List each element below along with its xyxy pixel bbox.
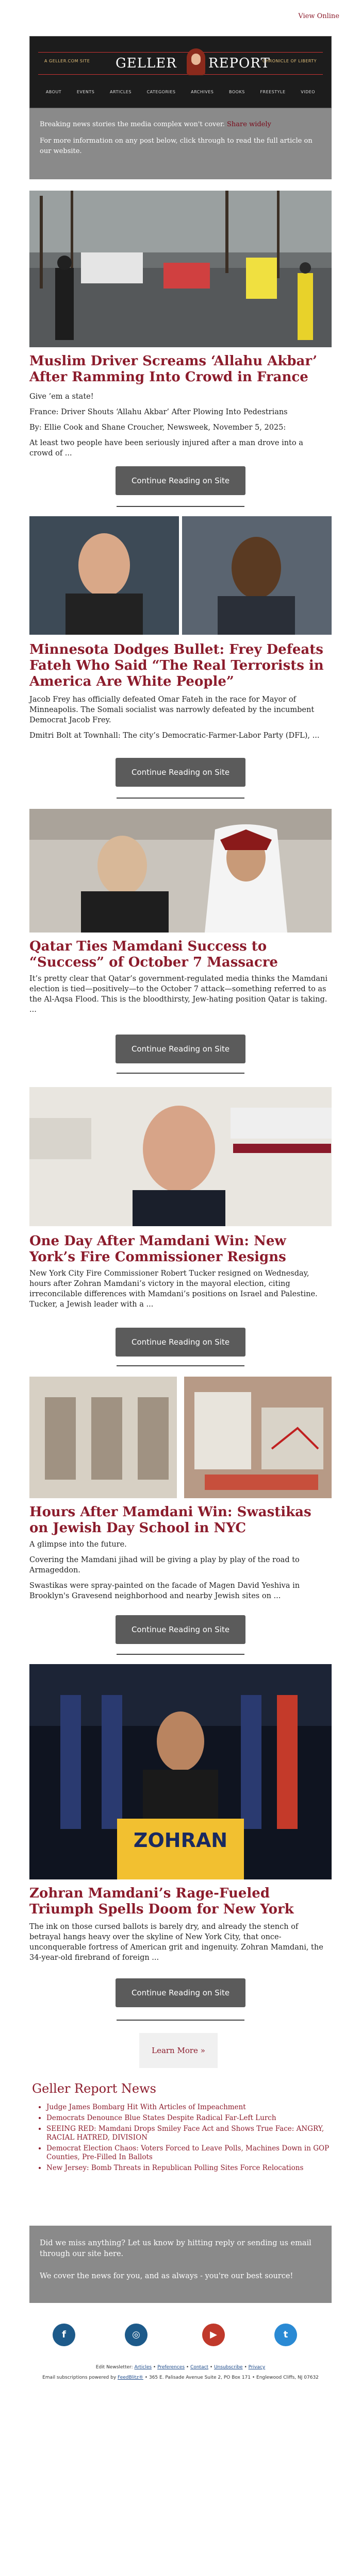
story-paragraph: Jacob Frey has officially defeated Omar Fateh in the race for Mayor of Minneapolis. The Somali socialist was narrowly defeated by the incumbent Democrat Jacob Frey. — [29, 696, 315, 724]
intro-text: Breaking news stories the media complex won't cover. — [40, 121, 225, 128]
logo-portrait-icon — [187, 48, 205, 75]
footer-links: Edit Newsletter: Articles • Preferences • Contact • Unsubscribe • Privacy — [95, 2365, 266, 2370]
view-online-link[interactable]: View Online — [298, 12, 339, 20]
story-3-headline[interactable]: Qatar Ties Mamdani Success to “Success” of October 7 Massacre — [29, 939, 278, 970]
story-paragraph: New York City Fire Commissioner Robert Tucker resigned on Wednesday, hours after Zohran Mamdani’s victory in the mayoral election, citing irreconcilable differences with Mamdani’s positions on Israel and Palestine. Tucker, a Jewish leader with a ... — [29, 1269, 318, 1309]
story-4-continue-button[interactable]: Continue Reading on Site — [116, 1328, 245, 1357]
footer-prefix: Edit Newsletter — [95, 2365, 132, 2370]
nav-item-video[interactable]: VIDEO — [301, 89, 316, 94]
footer-powered-text: Email subscriptions powered by — [42, 2375, 117, 2380]
story-paragraph: Covering the Mamdani jihad will be giving a play by play of the road to Armageddon. — [29, 1556, 300, 1574]
header-logo-band — [38, 52, 323, 75]
story-6-headline[interactable]: Zohran Mamdani’s Rage-Fueled Triumph Spells Doom for New York — [29, 1886, 294, 1917]
nav-item-books[interactable]: BOOKS — [229, 89, 245, 94]
youtube-icon[interactable]: ▶ — [202, 2324, 225, 2346]
news-list — [32, 2103, 335, 2175]
story-1-headline[interactable]: Muslim Driver Screams ‘Allahu Akbar’ After Ramming Into Crowd in France — [29, 353, 318, 385]
twitter-icon[interactable]: t — [274, 2324, 297, 2346]
header-nav — [38, 86, 323, 97]
nav-item-events[interactable]: EVENTS — [76, 89, 95, 94]
nav-item-articles[interactable]: ARTICLES — [110, 89, 132, 94]
footer-link-preferences[interactable]: Preferences — [157, 2365, 185, 2370]
story-1-body — [29, 392, 329, 464]
learn-more-button[interactable]: Learn More » — [139, 2033, 218, 2068]
feedblitz-link[interactable]: FeedBlitz® — [118, 2375, 143, 2380]
divider — [117, 1365, 244, 1366]
footer-link-contact[interactable]: Contact — [190, 2365, 209, 2370]
news-item[interactable]: • New Jersey: Bomb Threats in Republican Polling Sites Force Relocations — [46, 2164, 335, 2173]
news-item[interactable]: • Judge James Bombarg Hit With Articles of Impeachment — [46, 2103, 335, 2112]
news-item[interactable]: • Democrats Denounce Blue States Despite Radical Far-Left Lurch — [46, 2114, 335, 2123]
share-widely-link[interactable]: Share widely — [227, 121, 271, 128]
story-paragraph: Swastikas were spray-painted on the facade of Magen David Yeshiva in Brooklyn's Gravesend neighborhood and nearby Jewish sites on ... — [29, 1582, 300, 1600]
header-banner — [29, 36, 332, 108]
footer-link-privacy[interactable]: Privacy — [248, 2365, 266, 2370]
story-4-body — [29, 1268, 329, 1315]
story-2-body — [29, 694, 329, 746]
divider — [117, 1073, 244, 1074]
story-paragraph: It’s pretty clear that Qatar’s government-regulated media thinks the Mamdani election is tied—positively—to the October 7 attack—something referred to as the Al-Aqsa Flood. This is the bloodthirsty, Jew-hating position Qatar is taking. ... — [29, 975, 327, 1014]
feedback-line-1: Did we miss anything? Let us know by hitting reply or sending us email through our site here. — [40, 2239, 311, 2258]
nav-item-about[interactable]: ABOUT — [45, 89, 62, 94]
story-paragraph: A glimpse into the future. — [29, 1540, 127, 1549]
story-paragraph: By: Ellie Cook and Shane Croucher, Newsweek, November 5, 2025: — [29, 423, 286, 432]
facebook-icon[interactable]: f — [53, 2324, 75, 2346]
feedback-box — [29, 2226, 332, 2303]
news-section-title: Geller Report News — [32, 2081, 156, 2096]
footer-link-articles[interactable]: Articles — [134, 2365, 152, 2370]
instagram-icon[interactable]: ◎ — [125, 2324, 147, 2346]
story-3-body — [29, 974, 329, 1020]
zohran-sign-text: ZOHRAN — [133, 1829, 228, 1852]
story-2-continue-button[interactable]: Continue Reading on Site — [116, 758, 245, 787]
footer-powered-by — [0, 2375, 361, 2380]
divider — [117, 1654, 244, 1655]
logo-text-right[interactable]: REPORT — [208, 56, 270, 71]
footer-address: • 365 E. Palisade Avenue Suite 2, PO Box 171 • Englewood Cliffs, NJ 07632 — [144, 2375, 319, 2380]
story-paragraph: At least two people have been seriously injured after a man drove into a crowd of ... — [29, 439, 303, 457]
story-1-continue-button[interactable]: Continue Reading on Site — [116, 466, 245, 495]
story-4-image[interactable] — [29, 1087, 332, 1226]
social-links — [0, 2324, 361, 2354]
divider — [117, 506, 244, 507]
story-5-headline[interactable]: Hours After Mamdani Win: Swastikas on Jewish Day School in NYC — [29, 1504, 311, 1536]
nav-item-categories[interactable]: CATEGORIES — [146, 89, 176, 94]
footer-link-unsubscribe[interactable]: Unsubscribe — [214, 2365, 243, 2370]
story-paragraph: The ink on those cursed ballots is barely dry, and already the stench of betrayal hangs heavy over the skyline of New York City, that once-unconquerable fortress of American grit and ingenuity. Zohran Mamdani, the 34-year-old firebrand of foreign ... — [29, 1923, 323, 1962]
story-paragraph: Give ’em a state! — [29, 393, 94, 401]
story-6-image[interactable] — [29, 1664, 332, 1879]
nav-item-freestyle[interactable]: FREESTYLE — [260, 89, 286, 94]
story-paragraph: France: Driver Shouts ‘Allahu Akbar’ After Plowing Into Pedestrians — [29, 408, 288, 416]
nav-item-archives[interactable]: ARCHIVES — [191, 89, 214, 94]
divider — [117, 2020, 244, 2021]
story-3-continue-button[interactable]: Continue Reading on Site — [116, 1035, 245, 1063]
news-item[interactable]: • SEEING RED: Mamdani Drops Smiley Face Act and Shows True Face: ANGRY, RACIAL HATRED, DIVISION — [46, 2125, 335, 2142]
intro-line-2: For more information on any post below, click through to read the full article on our website. — [40, 137, 313, 155]
intro-line-1 — [40, 120, 321, 130]
header-tagline-left: A GELLER.COM SITE — [44, 59, 90, 63]
intro-box — [29, 108, 332, 179]
story-6-continue-button[interactable]: Continue Reading on Site — [116, 1978, 245, 2007]
story-paragraph: Dmitri Bolt at Townhall: The city’s Democratic-Farmer-Labor Party (DFL), ... — [29, 732, 320, 740]
story-5-continue-button[interactable]: Continue Reading on Site — [116, 1615, 245, 1644]
story-4-headline[interactable]: One Day After Mamdani Win: New York’s Fire Commissioner Resigns — [29, 1233, 286, 1265]
story-3-image[interactable] — [29, 809, 332, 933]
logo-text-left[interactable]: GELLER — [116, 56, 177, 71]
story-2-image[interactable] — [29, 516, 332, 635]
story-5-image[interactable] — [29, 1377, 332, 1498]
story-2-headline[interactable]: Minnesota Dodges Bullet: Frey Defeats Fateh Who Said “The Real Terrorists in America Are White People” — [29, 642, 324, 689]
divider — [117, 798, 244, 799]
story-1-image[interactable] — [29, 191, 332, 347]
story-5-body — [29, 1539, 329, 1606]
header-tagline-right: CHRONICLE OF LIBERTY — [262, 59, 317, 63]
feedback-line-2: We cover the news for you, and as always - you're our best source! — [40, 2272, 293, 2280]
news-item[interactable]: • Democrat Election Chaos: Voters Forced to Leave Polls, Machines Down in GOP Counties, Pre-Filled In Ballots — [46, 2144, 335, 2162]
story-6-body — [29, 1922, 329, 1968]
